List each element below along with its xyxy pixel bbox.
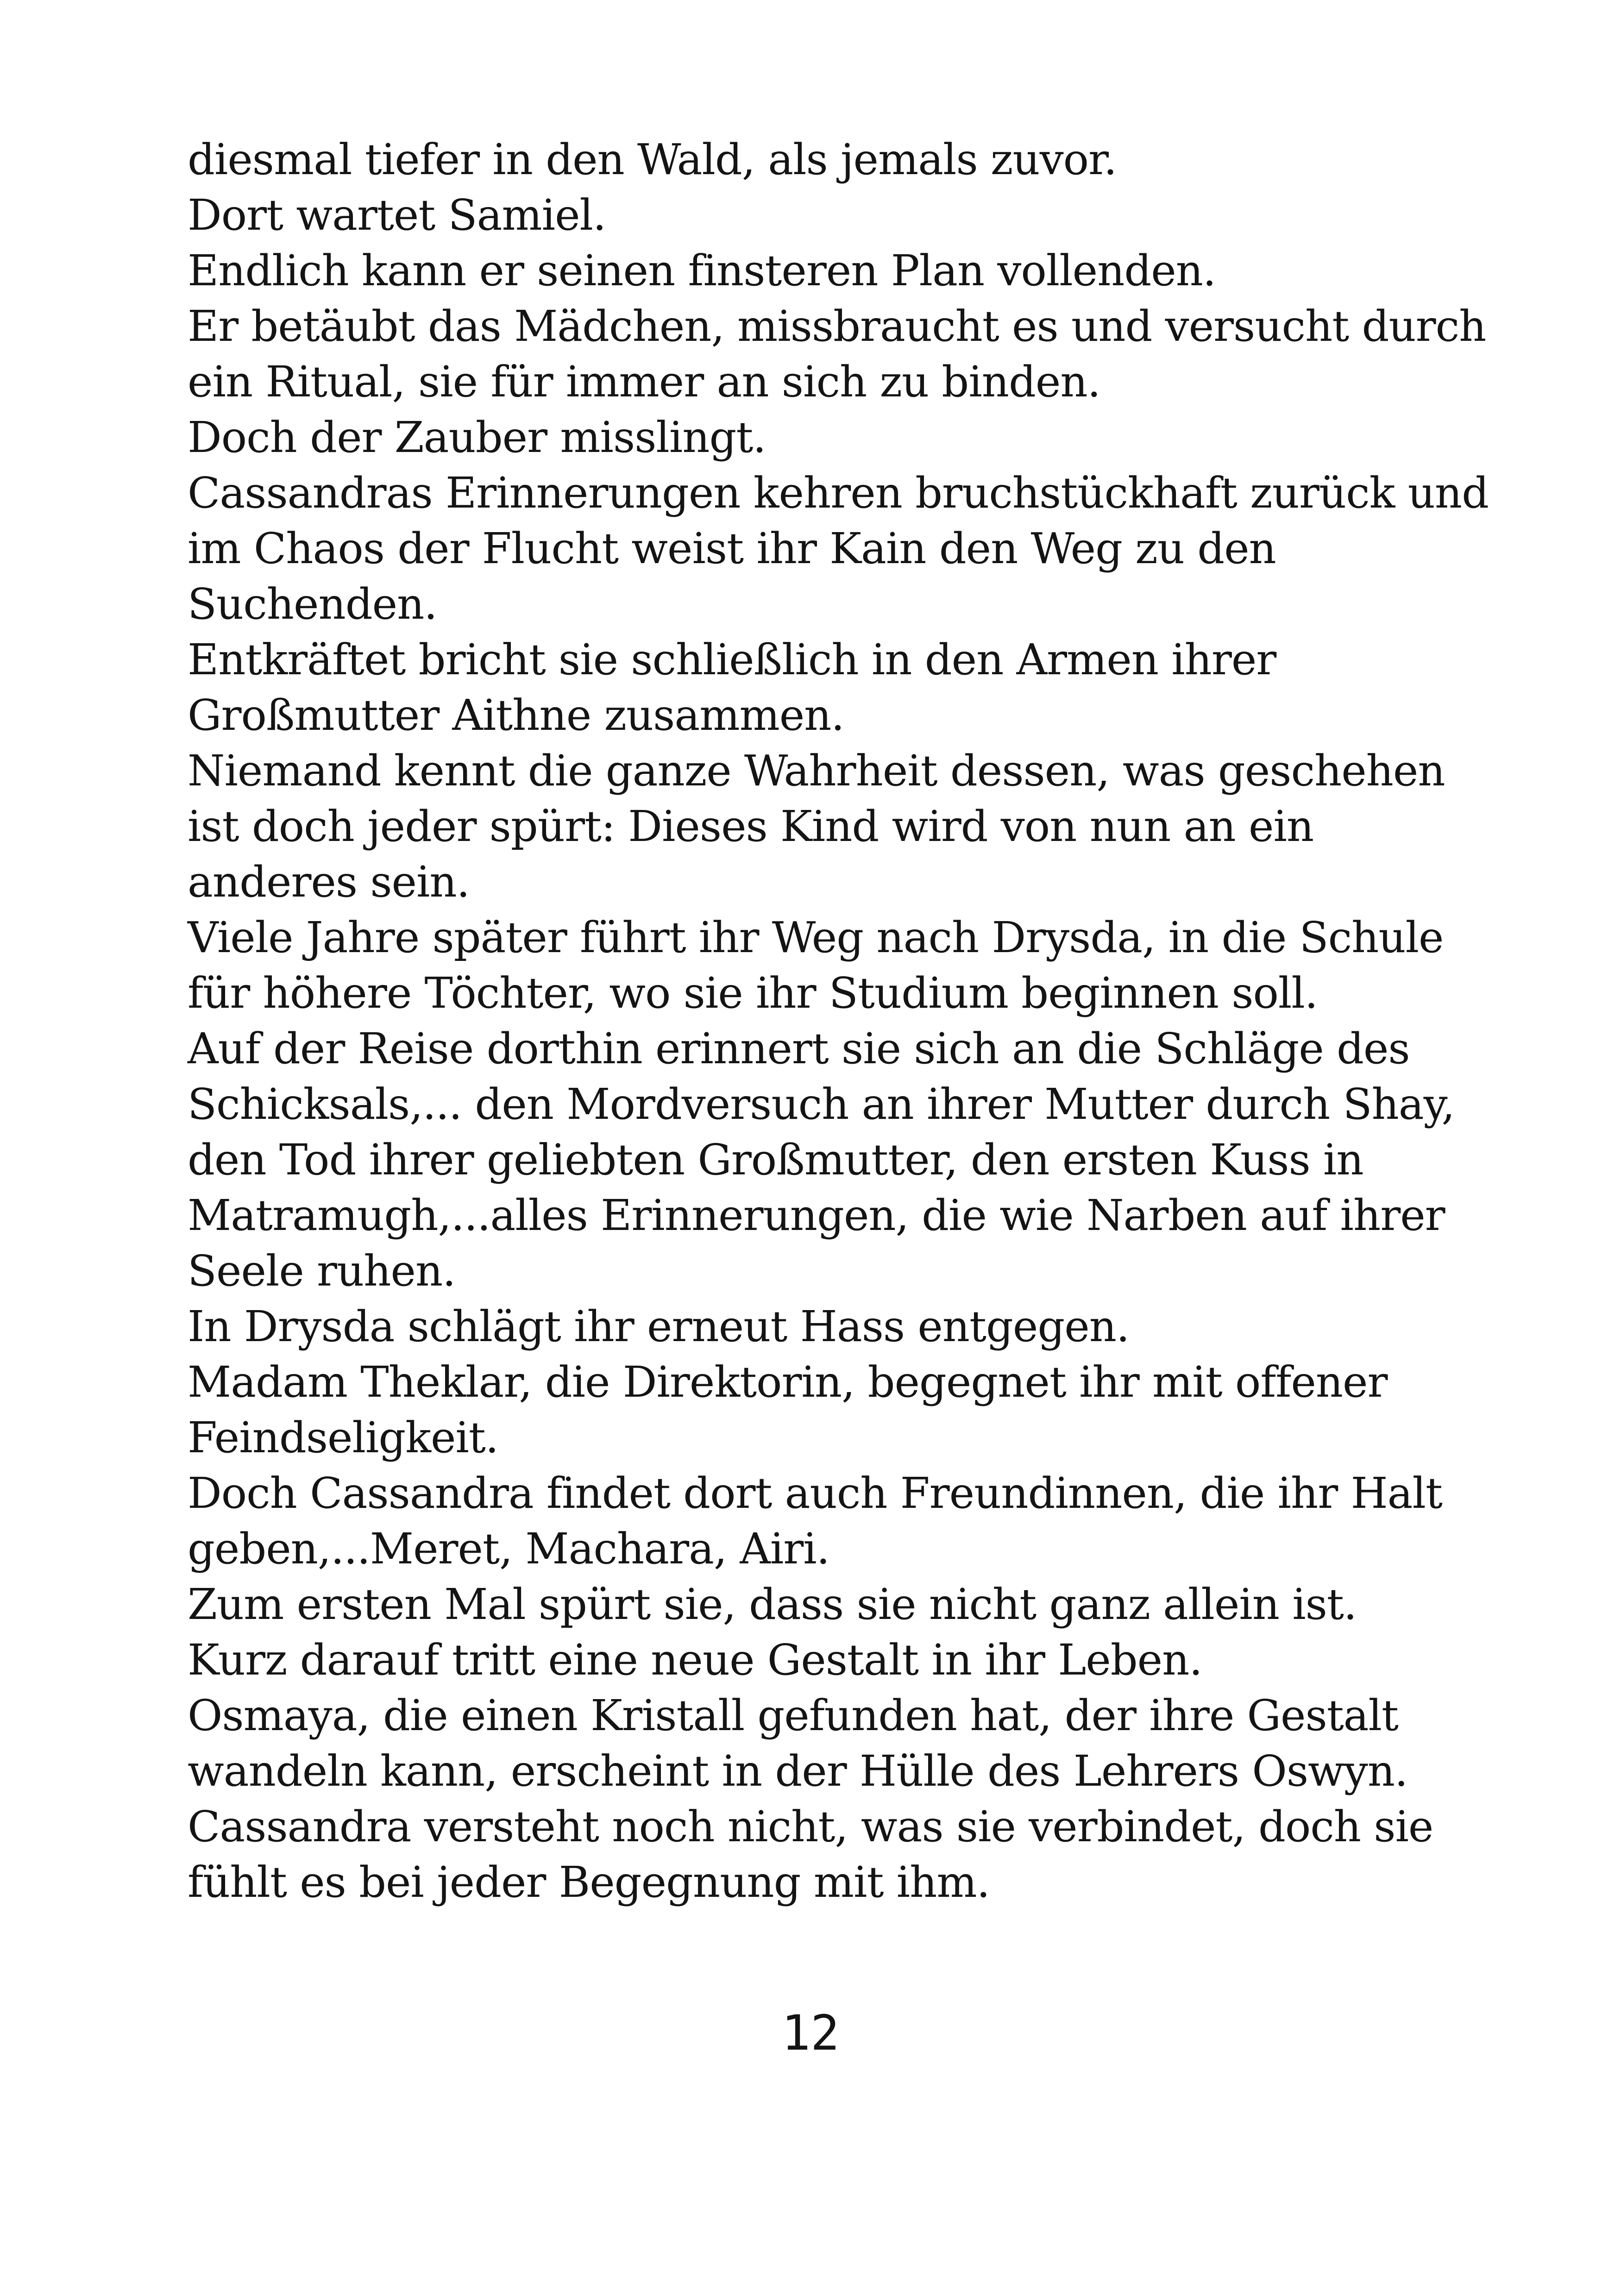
text-line: ein Ritual, sie für immer an sich zu binden.: [188, 357, 1100, 407]
text-line: Niemand kennt die ganze Wahrheit dessen, was geschehen: [188, 746, 1445, 796]
text-line: Doch der Zauber misslingt.: [188, 413, 766, 462]
text-line: In Drysda schlägt ihr erneut Hass entgegen.: [188, 1302, 1130, 1351]
text-line: diesmal tiefer in den Wald, als jemals zuvor.: [188, 135, 1117, 184]
text-line: fühlt es bei jeder Begegnung mit ihm.: [188, 1857, 990, 1907]
text-line: im Chaos der Flucht weist ihr Kain den Weg zu den: [188, 524, 1276, 573]
text-line: Auf der Reise dorthin erinnert sie sich an die Schläge des: [188, 1024, 1410, 1073]
text-line: Osmaya, die einen Kristall gefunden hat, der ihre Gestalt: [188, 1691, 1398, 1740]
text-line: Endlich kann er seinen finsteren Plan vollenden.: [188, 246, 1216, 295]
text-line: Suchenden.: [188, 579, 437, 629]
text-line: Dort wartet Samiel.: [188, 190, 606, 240]
text-line: Matramugh,...alles Erinnerungen, die wie Narben auf ihrer: [188, 1191, 1445, 1240]
text-line: anderes sein.: [188, 857, 470, 907]
text-line: geben,...Meret, Machara, Airi.: [188, 1524, 829, 1574]
page-number: 12: [781, 2005, 840, 2061]
text-line: den Tod ihrer geliebten Großmutter, den ersten Kuss in: [188, 1135, 1363, 1185]
text-line: Feindseligkeit.: [188, 1413, 499, 1462]
text-line: Madam Theklar, die Direktorin, begegnet ihr mit offener: [188, 1357, 1388, 1407]
text-line: Zum ersten Mal spürt sie, dass sie nicht ganz allein ist.: [188, 1580, 1357, 1629]
text-line: Er betäubt das Mädchen, missbraucht es und versucht durch: [188, 301, 1486, 351]
text-line: Schicksals,... den Mordversuch an ihrer Mutter durch Shay,: [188, 1079, 1455, 1129]
text-line: Großmutter Aithne zusammen.: [188, 690, 844, 740]
text-line: ist doch jeder spürt: Dieses Kind wird von nun an ein: [188, 802, 1314, 851]
text-line: wandeln kann, erscheint in der Hülle des Lehrers Oswyn.: [188, 1746, 1408, 1796]
text-line: Cassandras Erinnerungen kehren bruchstückhaft zurück und: [188, 468, 1489, 518]
text-line: Entkräftet bricht sie schließlich in den Armen ihrer: [188, 635, 1276, 684]
text-line: Cassandra versteht noch nicht, was sie verbindet, doch sie: [188, 1802, 1433, 1851]
text-line: Kurz darauf tritt eine neue Gestalt in ihr Leben.: [188, 1635, 1202, 1685]
text-line: Viele Jahre später führt ihr Weg nach Drysda, in die Schule: [188, 913, 1444, 962]
body-text: [188, 132, 1489, 1910]
text-line: Seele ruhen.: [188, 1246, 456, 1296]
text-line: Doch Cassandra findet dort auch Freundinnen, die ihr Halt: [188, 1468, 1442, 1518]
text-line: für höhere Töchter, wo sie ihr Studium beginnen soll.: [188, 968, 1318, 1018]
